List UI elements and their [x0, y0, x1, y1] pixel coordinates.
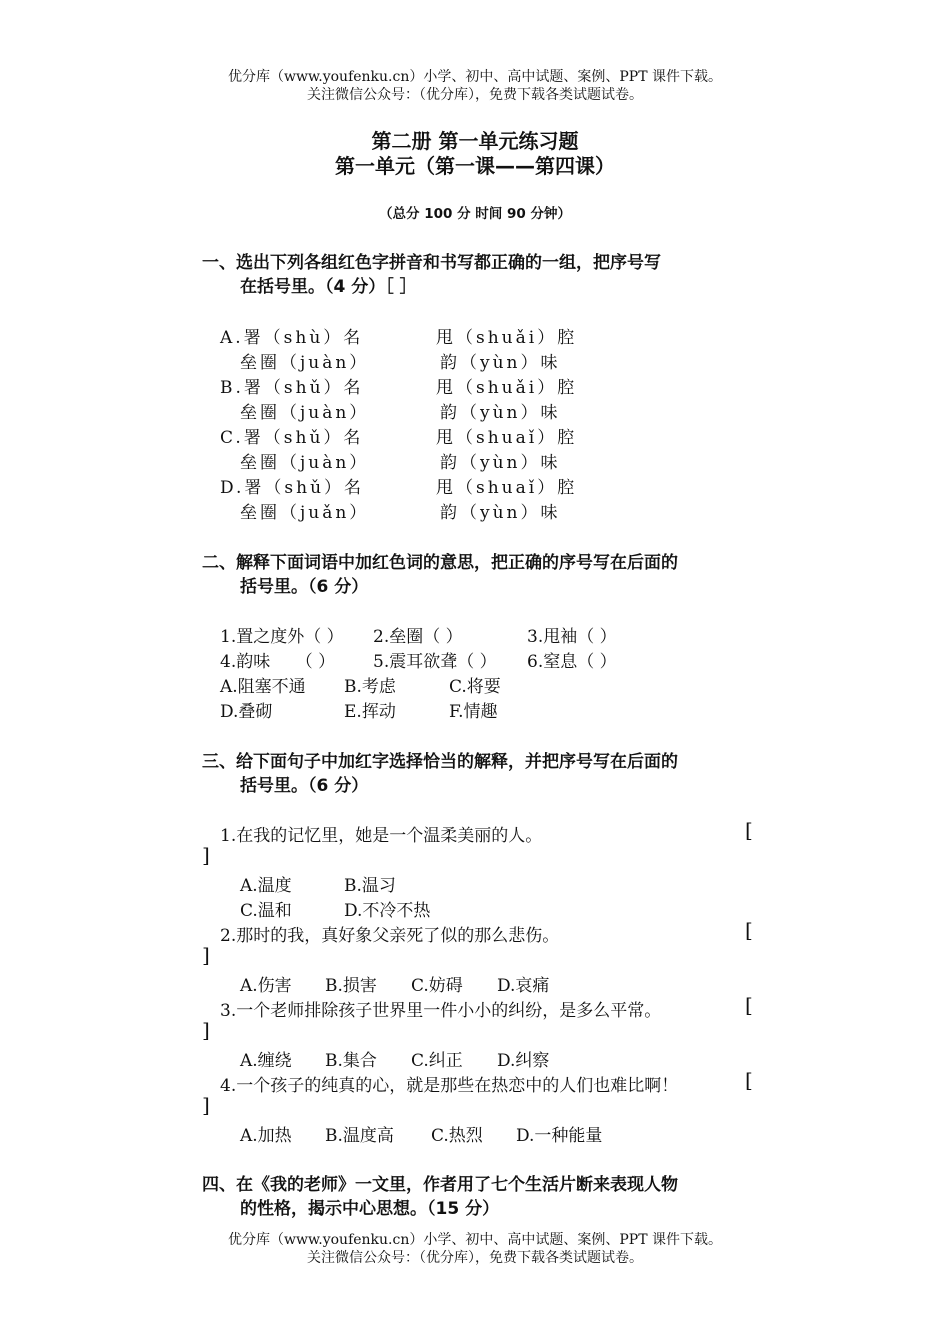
q3-prompt-line-1: 三、给下面句子中加红字选择恰当的解释，并把序号写在后面的 [202, 752, 678, 772]
q2-meaning-c: C.将要 [449, 677, 501, 697]
q1-option-c-word2: 甩（shuaǐ）腔 [436, 428, 578, 448]
q3-prompt-line-2: 括号里。（6 分） [240, 776, 369, 796]
q2-meaning-e: E.挥动 [344, 702, 396, 722]
q3-sentence-2: 2.那时的我，真好象父亲死了似的那么悲伤。 [220, 926, 560, 946]
q1-option-d-word2: 甩（shuaǐ）腔 [436, 478, 578, 498]
q3-1-option-d: D.不冷不热 [344, 901, 431, 921]
q1-option-b-word2: 甩（shuǎi）腔 [436, 378, 578, 398]
score-time-note: （总分 100 分 时间 90 分钟） [379, 206, 571, 222]
q2-meaning-d: D.叠砌 [220, 702, 273, 722]
q3-3-option-a: A.缠绕 [240, 1051, 292, 1071]
q1-option-d-word3: 垒圈（juǎn） [240, 503, 370, 523]
q2-meaning-b: B.考虑 [344, 677, 396, 697]
q3-answer-bracket-close-4: ] [202, 1093, 210, 1117]
q3-2-option-a: A.伤害 [240, 976, 292, 996]
q3-answer-bracket-open-4: [ [745, 1068, 753, 1092]
q3-answer-bracket-open-2: [ [745, 918, 753, 942]
q3-answer-bracket-open-1: [ [745, 818, 753, 842]
q3-2-option-b: B.损害 [325, 976, 377, 996]
q3-1-option-b: B.温习 [344, 876, 396, 896]
q3-answer-bracket-open-3: [ [745, 993, 753, 1017]
q3-sentence-1: 1.在我的记忆里，她是一个温柔美丽的人。 [220, 826, 543, 846]
page-subtitle: 第一单元（第一课——第四课） [335, 154, 615, 178]
header-line-1: 优分库（www.youfenku.cn）小学、初中、高中试题、案例、PPT 课件下载。 [227, 69, 722, 85]
q3-sentence-4: 4.一个孩子的纯真的心，就是那些在热恋中的人们也难比啊！ [220, 1076, 679, 1096]
q1-option-c-word3: 垒圈（juàn） [240, 453, 370, 473]
q1-prompt-line-2: 在括号里。（4 分）［ ］ [240, 277, 417, 297]
q1-option-b-word4: 韵（yùn）味 [440, 403, 561, 423]
q1-option-d-word1: D.署（shǔ）名 [220, 478, 365, 498]
q3-4-option-b: B.温度高 [325, 1126, 394, 1146]
q3-1-option-c: C.温和 [240, 901, 292, 921]
header-line-2: 关注微信公众号：（优分库），免费下载各类试题试卷。 [307, 87, 643, 103]
q3-2-option-c: C.妨碍 [411, 976, 463, 996]
q4-prompt-line-1: 四、在《我的老师》一文里，作者用了七个生活片断来表现人物 [202, 1175, 678, 1195]
q2-term-6: 6.窒息（ ） [527, 652, 617, 672]
footer-line-1: 优分库（www.youfenku.cn）小学、初中、高中试题、案例、PPT 课件下载。 [227, 1232, 722, 1248]
q2-meaning-f: F.情趣 [449, 702, 498, 722]
q2-meaning-a: A.阻塞不通 [220, 677, 306, 697]
q1-prompt-line-1: 一、选出下列各组红色字拼音和书写都正确的一组，把序号写 [202, 253, 661, 273]
q2-term-4: 4.韵味 （ ） [220, 652, 336, 672]
q1-option-d-word4: 韵（yùn）味 [440, 503, 561, 523]
q3-3-option-b: B.集合 [325, 1051, 377, 1071]
q3-3-option-d: D.纠察 [497, 1051, 550, 1071]
q1-option-c-word4: 韵（yùn）味 [440, 453, 561, 473]
q3-sentence-3: 3.一个老师排除孩子世界里一件小小的纠纷，是多么平常。 [220, 1001, 662, 1021]
q1-option-a-word1: A.署（shù）名 [220, 328, 364, 348]
q1-option-b-word1: B.署（shǔ）名 [220, 378, 364, 398]
q2-prompt-line-1: 二、解释下面词语中加红色词的意思，把正确的序号写在后面的 [202, 553, 678, 573]
q3-2-option-d: D.哀痛 [497, 976, 550, 996]
q3-answer-bracket-close-3: ] [202, 1018, 210, 1042]
q3-1-option-a: A.温度 [240, 876, 292, 896]
q3-answer-bracket-close-2: ] [202, 943, 210, 967]
q1-option-b-word3: 垒圈（juàn） [240, 403, 370, 423]
footer-line-2: 关注微信公众号：（优分库），免费下载各类试题试卷。 [307, 1250, 643, 1266]
q3-3-option-c: C.纠正 [411, 1051, 463, 1071]
q1-option-a-word4: 韵（yùn）味 [440, 353, 561, 373]
page-title: 第二册 第一单元练习题 [371, 129, 579, 153]
q1-option-a-word3: 垒圈（juàn） [240, 353, 370, 373]
q3-4-option-c: C.热烈 [431, 1126, 483, 1146]
q3-4-option-a: A.加热 [240, 1126, 292, 1146]
q2-prompt-line-2: 括号里。（6 分） [240, 577, 369, 597]
q2-term-2: 2.垒圈（ ） [373, 627, 463, 647]
q2-term-5: 5.震耳欲聋（ ） [373, 652, 497, 672]
q1-option-c-word1: C.署（shǔ）名 [220, 428, 364, 448]
q2-term-1: 1.置之度外（ ） [220, 627, 344, 647]
q3-4-option-d: D.一种能量 [516, 1126, 603, 1146]
q1-option-a-word2: 甩（shuǎi）腔 [436, 328, 578, 348]
q2-term-3: 3.甩袖（ ） [527, 627, 617, 647]
q4-prompt-line-2: 的性格，揭示中心思想。（15 分） [240, 1199, 500, 1219]
q3-answer-bracket-close-1: ] [202, 843, 210, 867]
